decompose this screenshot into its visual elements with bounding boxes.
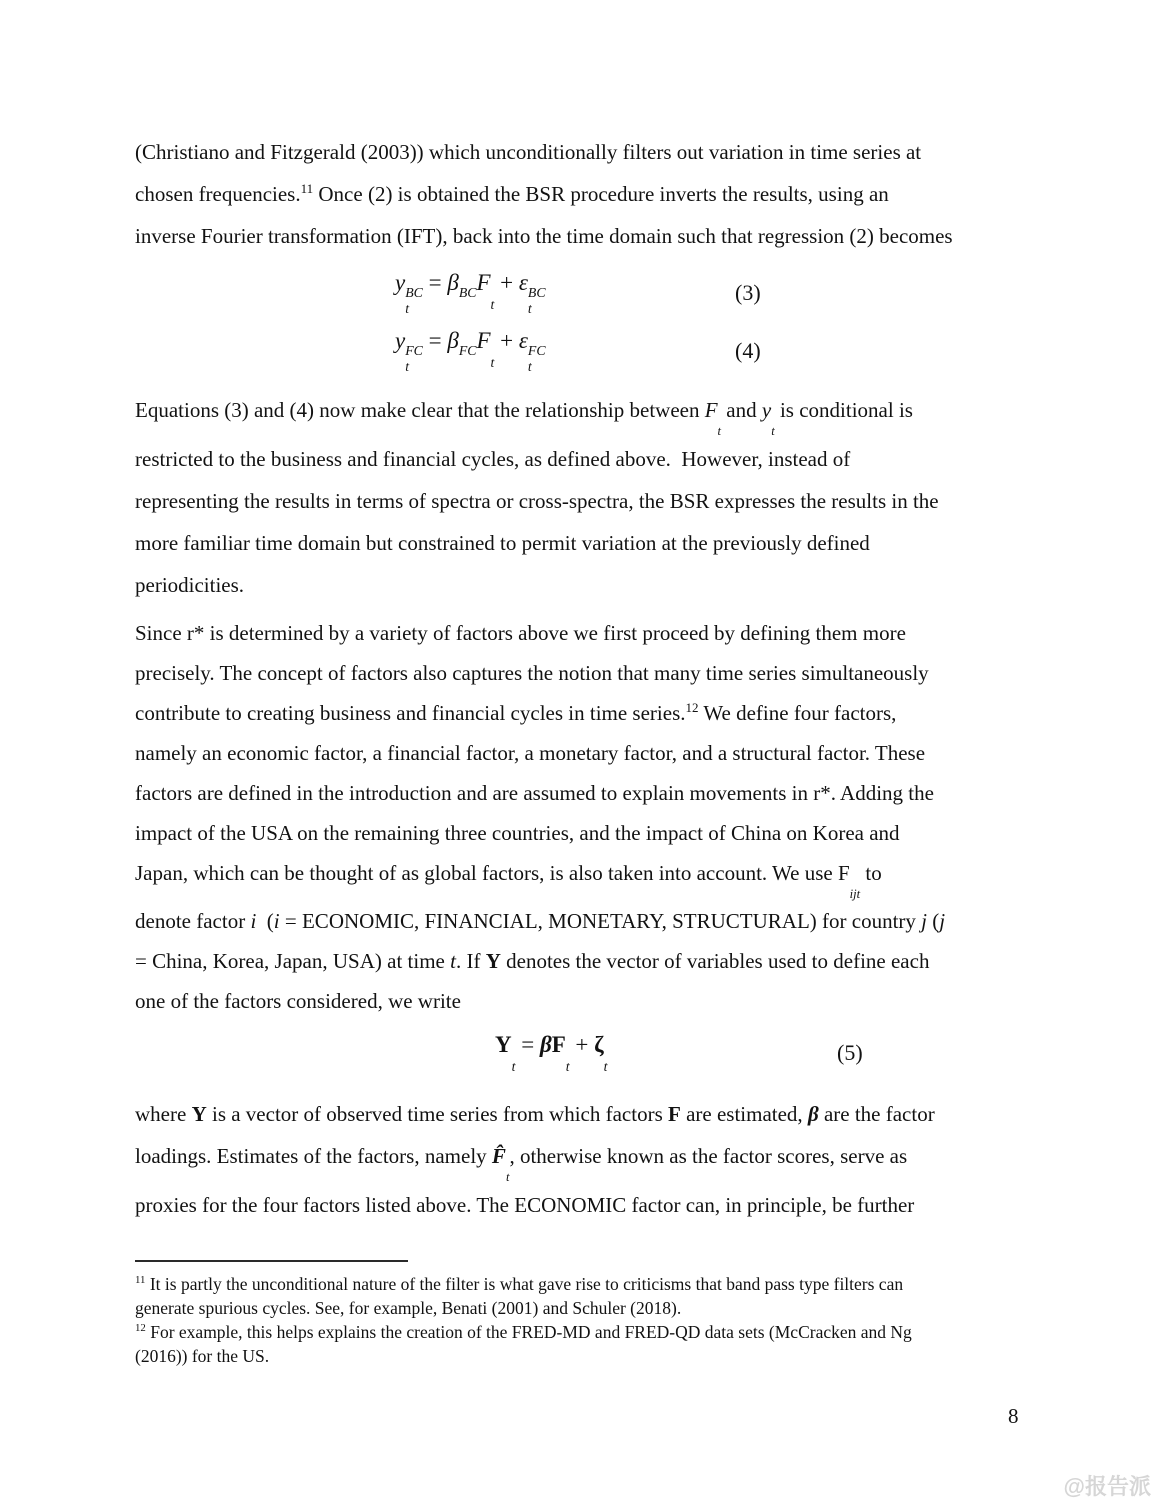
equation-3 <box>135 264 1031 322</box>
paragraph-bsr-filter: (Christiano and Fitzgerald (2003)) which unconditionally filters out variation in time series at chosen frequencies.$^{11}$ Once (2) is obtained the BSR procedure inverts the results, using an inverse Fourier transformation (IFT), back into the time domain such that regression (2) becomes <box>135 140 953 248</box>
page-number: 8 <box>1008 1404 1019 1428</box>
paragraph-equations-explanation: Equations (3) and (4) now make clear that the relationship between F t and y t is conditional is restricted to the business and financial cycles, as defined above. However, instead of representing the results in terms of spectra or cross-spectra, the BSR expresses the results in the more familiar time domain but constrained to permit variation at the previously defined periodicities. <box>135 398 939 598</box>
equation-5 <box>135 1025 1031 1081</box>
footnote-12: $^{12}$ For example, this helps explains the creation of the FRED-MD and FRED-QD data sets (McCracken and Ng (2016)) for the US. <box>135 1322 912 1366</box>
equation-5-number: (5) <box>837 1040 863 1066</box>
equation-4-formula: y FC t = β FC F t + ε FC t <box>395 327 546 374</box>
paragraph-factors-definition: Since r* is determined by a variety of factors above we first proceed by defining them more precisely. The concept of factors also captures the notion that many time series simultaneously contribute to creating business and financial cycles in time series.$^{12}$ We define four factors, namely an economic factor, a financial factor, a monetary factor, and a structural factor. These factors are defined in the introduction and are assumed to explain movements in r*. Adding the impact of the USA on the remaining three countries, and the impact of China on Korea and Japan, which can be thought of as global factors, is also taken into account. We use F ijt to denote factor i (i = ECONOMIC, FINANCIAL, MONETARY, STRUCTURAL) for country j (j = China, Korea, Japan, USA) at time t. If Y denotes the vector of variables used to define each one of the factors considered, we write <box>135 621 946 1014</box>
equation-3-formula: y BC t = β BC F t + ε BC t <box>395 269 546 316</box>
paragraph-factor-loadings: where Y is a vector of observed time series from which factors F are estimated, β are the factor loadings. Estimates of the factors, namely F̂ t , otherwise known as the factor scores, serve as proxies for the four factors listed above. The ECONOMIC factor can, in principle, be further <box>135 1102 935 1218</box>
footnotes-section <box>135 1260 1040 1368</box>
equation-4 <box>135 322 1031 380</box>
equation-5-formula: Y t = βF t + ζ t <box>495 1031 608 1075</box>
equation-4-number: (4) <box>735 338 761 363</box>
footnote-11: $^{11}$ It is partly the unconditional nature of the filter is what gave rise to criticisms that band pass type filters can generate spurious cycles. See, for example, Benati (2001) and Schuler (2018). <box>135 1274 904 1318</box>
watermark-text: @报告派 <box>1063 1474 1151 1499</box>
equation-block-3-4 <box>135 264 1031 380</box>
footnote-separator <box>135 1260 408 1262</box>
equation-3-number: (3) <box>735 280 761 305</box>
